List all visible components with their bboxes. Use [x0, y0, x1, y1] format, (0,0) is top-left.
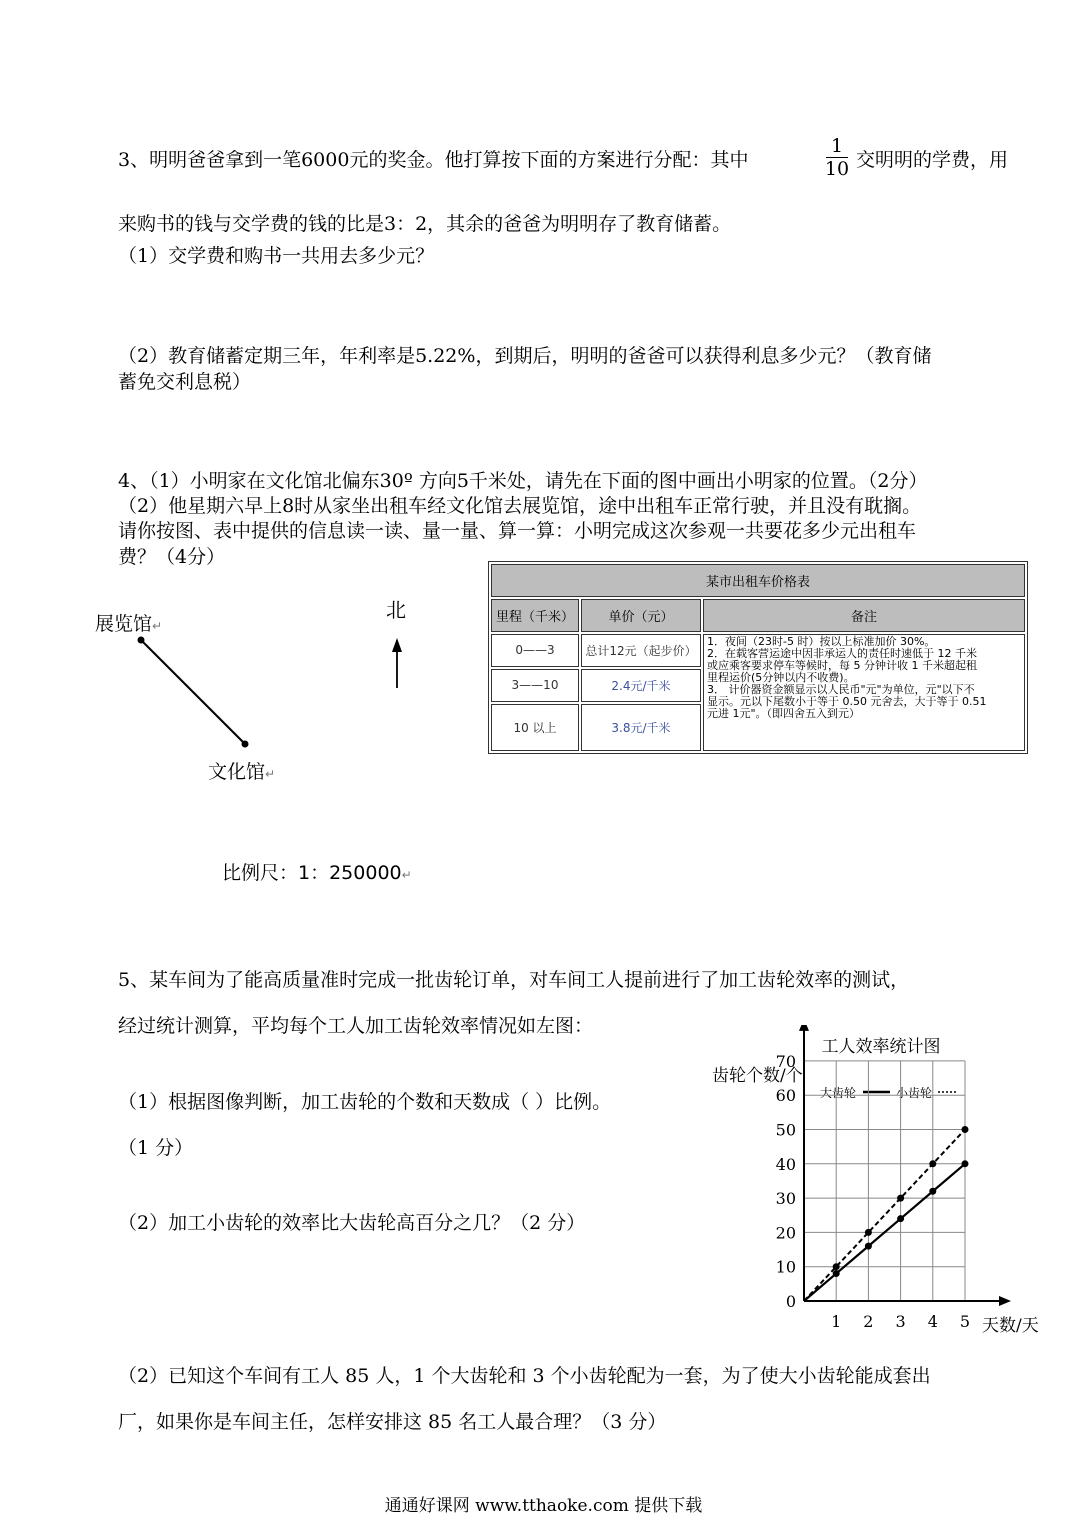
culture-hall-label: 文化馆↵	[208, 761, 276, 783]
y-tick-label: 30	[775, 1189, 796, 1209]
x-tick-label: 1	[831, 1312, 842, 1331]
culture-point	[242, 741, 249, 748]
y-tick-label: 40	[775, 1154, 796, 1174]
data-point-small	[962, 1126, 969, 1133]
fare-price-cell: 3.8元/千米	[581, 704, 701, 751]
y-tick-label: 0	[785, 1292, 796, 1311]
y-tick-label: 70	[775, 1051, 796, 1071]
q3-sub2-line1: （2）教育储蓄定期三年，年利率是5.22%，到期后，明明的爸爸可以获得利息多少元？（教育储	[118, 345, 932, 367]
data-point-big	[833, 1270, 840, 1277]
x-axis-arrow-icon	[999, 1296, 1011, 1306]
q3-frac-den: 10	[824, 158, 850, 180]
fare-table-title: 某市出租车价格表	[491, 564, 1025, 597]
chart-legend	[820, 1085, 958, 1100]
q4-line2: （2）他星期六早上8时从家坐出租车经文化馆去展览馆，途中出租车正常行驶，并且没有耽搁。	[118, 495, 922, 517]
q5-line1: 5、某车间为了能高质量准时完成一批齿轮订单，对车间工人提前进行了加工齿轮效率的测试，	[118, 969, 910, 991]
chart-title: 工人效率统计图	[821, 1037, 941, 1057]
exhibition-hall-label: 展览馆↵	[95, 613, 163, 635]
data-point-small	[865, 1229, 872, 1236]
q3-sub2-line2: 蓄免交利息税）	[118, 371, 252, 393]
y-tick-label: 10	[775, 1257, 796, 1277]
q5-sub3-line2: 厂，如果你是车间主任，怎样安排这 85 名工人最合理？（3 分）	[118, 1411, 667, 1433]
fare-header-notes: 备注	[703, 599, 1025, 632]
fare-range-cell: 0——3	[491, 634, 579, 667]
fare-range-cell: 3——10	[491, 669, 579, 702]
q3-line1a: 3、明明爸爸拿到一笔6000元的奖金。他打算按下面的方案进行分配：其中	[118, 149, 749, 171]
data-point-small	[929, 1160, 936, 1167]
efficiency-chart	[700, 1025, 1045, 1345]
fare-header-distance: 里程（千米）	[491, 599, 579, 632]
q5-sub1-line1: （1）根据图像判断，加工齿轮的个数和天数成（ ）比例。	[118, 1091, 612, 1113]
legend-label-small: 小齿轮	[896, 1086, 933, 1100]
y-tick-label: 50	[775, 1120, 796, 1140]
y-axis-arrow-icon	[799, 1025, 809, 1031]
q5-sub3-line1: （2）已知这个车间有工人 85 人，1 个大齿轮和 3 个小齿轮配为一套，为了使大小齿轮能成套出	[118, 1365, 931, 1387]
series-line-small	[804, 1130, 965, 1302]
q5-sub2: （2）加工小齿轮的效率比大齿轮高百分之几？（2 分）	[118, 1212, 586, 1234]
data-point-big	[865, 1243, 872, 1250]
chart-xlabel: 天数/天	[982, 1316, 1039, 1336]
chart-ylabel: 齿轮个数/个	[712, 1066, 803, 1086]
q4-line1: 4、（1）小明家在文化馆北偏东30º 方向5千米处，请先在下面的图中画出小明家的位置。（2分）	[118, 470, 928, 492]
x-tick-label: 4	[927, 1312, 938, 1331]
fare-header-price: 单价（元）	[581, 599, 701, 632]
legend-label-big: 大齿轮	[820, 1086, 857, 1100]
fare-notes-cell: 1．夜间（23时-5 时）按以上标准加价 30%。 2．在载客营运途中因非承运人的责任时速低于 12 千米 或应乘客要求停车等候时，每 5 分钟计收 1 千米超起租 里程运价(5分钟以内不收费)。 3． 计价器资金额显示以人民币"元"为单位，元"以下不 显示。元以下尾数小于等于 0.50 元舍去，大于等于 0.51 元进 1元"。（即四舍五入到元）	[703, 634, 1025, 751]
route-line	[141, 640, 245, 744]
data-point-small	[897, 1195, 904, 1202]
footer: 通通好课网 www.tthaoke.com 提供下载	[384, 1496, 703, 1516]
x-tick-label: 3	[895, 1312, 906, 1331]
taxi-fare-table	[488, 561, 1028, 754]
north-label: 北	[386, 598, 406, 622]
q3-sub1: （1）交学费和购书一共用去多少元？	[118, 245, 435, 267]
fare-price-cell: 总计12元（起步价）	[581, 634, 701, 667]
q5-line2: 经过统计测算，平均每个工人加工齿轮效率情况如左图：	[118, 1015, 594, 1037]
q3-frac-num: 1	[830, 135, 844, 157]
data-point-small	[833, 1263, 840, 1270]
data-point-big	[897, 1215, 904, 1222]
exhibition-point	[138, 637, 145, 644]
y-tick-label: 20	[775, 1223, 796, 1243]
north-arrow-icon	[392, 638, 402, 652]
q3-line1b: 交明明的学费，用	[856, 149, 1009, 171]
q5-sub1-line2: （1 分）	[118, 1137, 194, 1159]
x-tick-label: 5	[959, 1312, 971, 1331]
x-tick-label: 2	[863, 1312, 874, 1331]
data-point-big	[962, 1160, 969, 1167]
q4-line3: 请你按图、表中提供的信息读一读、量一量、算一算：小明完成这次参观一共要花多少元出租车	[118, 520, 917, 542]
fare-range-cell: 10 以上	[491, 704, 579, 751]
data-point-big	[929, 1188, 936, 1195]
y-tick-label: 60	[775, 1086, 796, 1106]
scale-label: 比例尺：1：250000↵	[222, 862, 412, 884]
q3-line2: 来购书的钱与交学费的钱的比是3：2，其余的爸爸为明明存了教育储蓄。	[118, 213, 732, 235]
fare-price-cell: 2.4元/千米	[581, 669, 701, 702]
q4-line4: 费？（4分）	[118, 546, 226, 568]
